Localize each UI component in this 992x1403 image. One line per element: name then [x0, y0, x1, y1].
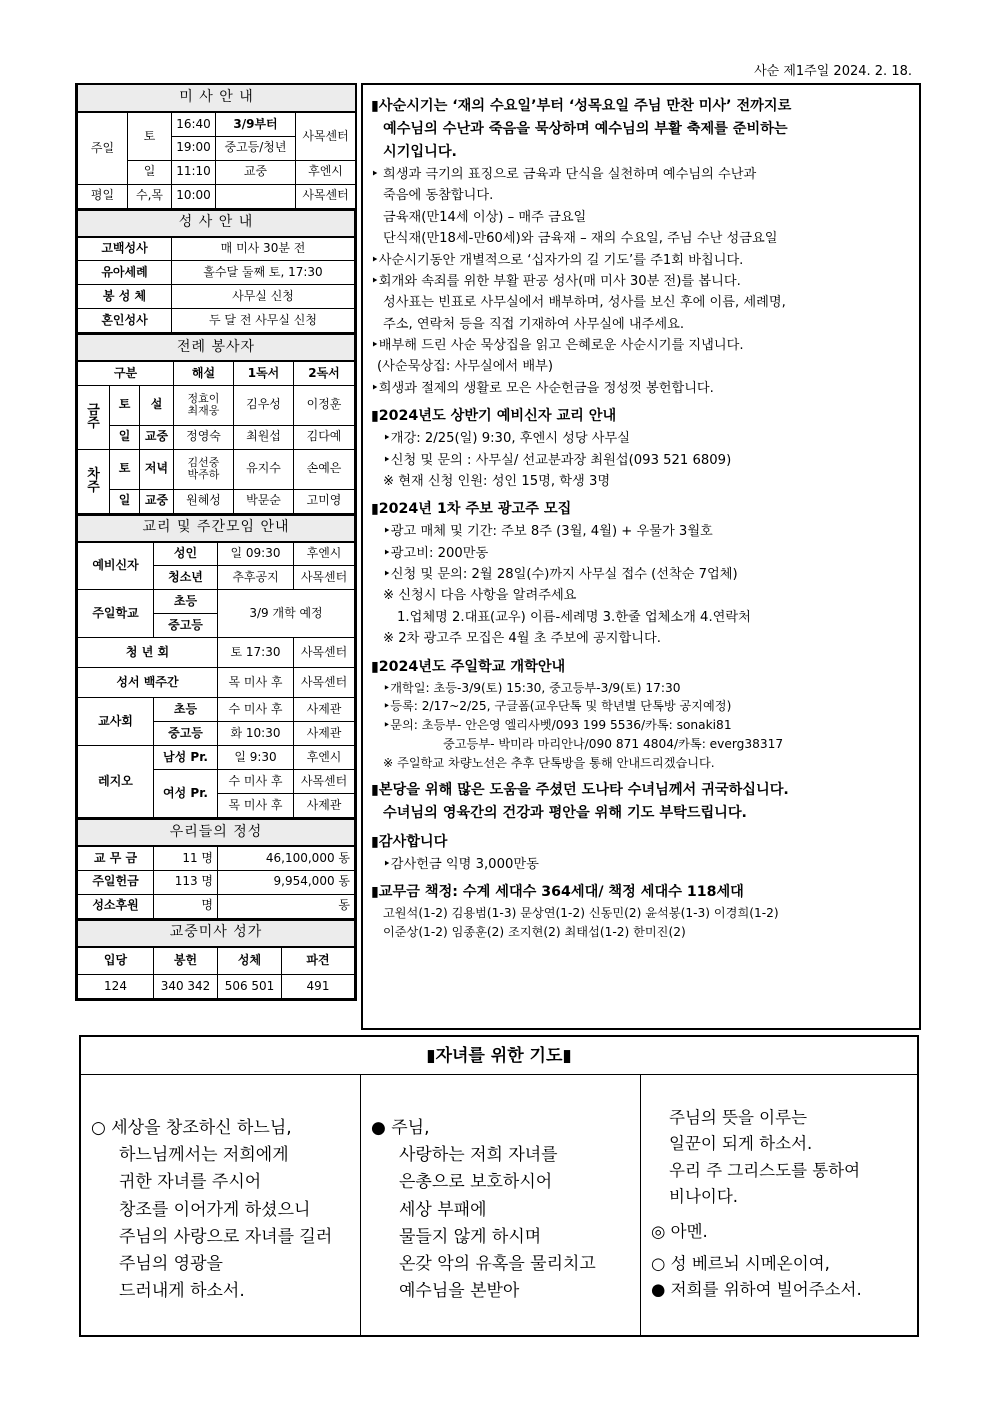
mass-schedule-table [77, 85, 356, 209]
announce-heading: ▮감사합니다 [371, 834, 448, 851]
mid-label: 중고등 [154, 614, 218, 638]
liturgy-day: 일 [110, 489, 140, 513]
prayer-column-3 [640, 1075, 917, 1337]
prayer-line: 주님의 영광을 [119, 1253, 223, 1274]
catechumen-label: 예비신자 [78, 542, 154, 590]
announce-line: 죽음에 동참합니다. [383, 188, 494, 204]
announce-line: 이준상(1-2) 임종훈(2) 조지현(2) 최태섭(1-2) 한미진(2) [383, 925, 686, 940]
announce-line: ‣등록: 2/17~2/25, 구글폼(교우단톡 및 학년별 단톡방 공지예정) [383, 699, 732, 714]
offering-amount: 9,954,000 동 [218, 870, 355, 894]
adult-label: 성인 [154, 542, 218, 566]
liturgy-day: 토 [110, 385, 140, 425]
hymn-number: 340 342 [154, 975, 218, 999]
liturgy-mass: 저녁 [140, 449, 174, 489]
announce-line: ※ 현재 신청 인원: 성인 15명, 학생 3명 [383, 473, 611, 489]
sat-time-2: 19:00 [172, 136, 216, 160]
sacrament-title: 성 사 안 내 [78, 210, 355, 237]
liturgy-day: 토 [110, 449, 140, 489]
prayer-line: 귀한 자녀를 주시어 [119, 1172, 262, 1193]
teachers-label: 교사회 [78, 698, 154, 746]
bible-place: 사목센터 [294, 668, 355, 698]
liturgy-header: 구분 [78, 361, 174, 385]
sat-note-2: 중고등/청년 [216, 136, 296, 160]
liturgy-reader-2: 이정훈 [294, 385, 355, 425]
liturgy-header: 해설 [174, 361, 234, 385]
te-mid-place: 사제관 [294, 722, 355, 746]
sacrament-value: 사무실 신청 [172, 285, 355, 309]
left-info-column [75, 83, 357, 1001]
info-tables [75, 83, 357, 1001]
announce-line: ‣개강: 2/25(일) 9:30, 후엔시 성당 사무실 [383, 431, 631, 447]
prayer-title: ▮자녀를 위한 기도▮ [81, 1037, 917, 1075]
sacrament-key: 혼인성사 [78, 309, 172, 333]
hymns-table [77, 919, 355, 1000]
prayer-line: ○ 세상을 창조하신 하느님, [91, 1118, 292, 1138]
liturgy-mass: 교중 [140, 489, 174, 513]
announce-line: ‣ 희생과 극기의 표징으로 금육과 단식을 실천하며 예수님의 수난과 [371, 167, 757, 182]
liturgy-header: 1독서 [234, 361, 294, 385]
adult-place: 후엔시 [294, 542, 355, 566]
prayer-line: 드러내게 하소서. [119, 1281, 245, 1302]
announce-line: 1.업체명 2.대표(교우) 이름-세례명 3.한줄 업체소개 4.연락처 [397, 609, 751, 625]
sat-time-1: 16:40 [172, 112, 216, 136]
announcements-box [361, 83, 921, 1030]
prayer-line: 세상 부패에 [399, 1199, 487, 1220]
prayer-line: 주님의 뜻을 이루는 [669, 1108, 808, 1127]
liturgy-commentator: 원혜성 [174, 489, 234, 513]
male-pr-label: 남성 Pr. [154, 746, 218, 770]
announce-line: ‣사순시기동안 개별적으로 ‘십자가의 길 기도’를 주1회 바칩니다. [371, 252, 744, 268]
sunday-label: 주일 [78, 112, 128, 184]
announce-heading: ▮본당을 위해 많은 도움을 주셨던 도나타 수녀님께서 귀국하십니다. [371, 782, 789, 799]
prayer-line: 온갖 악의 유혹을 물리치고 [399, 1253, 596, 1274]
announce-heading: ▮사순시기는 ‘재의 수요일’부터 ‘성목요일 주님 만찬 미사’ 전까지로 [371, 98, 792, 114]
prayer-line: 우리 주 그리스도를 통하여 [669, 1160, 861, 1180]
hymn-number: 124 [78, 975, 154, 999]
announce-line: ‣회개와 속죄를 위한 부활 판공 성사(매 미사 30분 전)를 봅니다. [371, 273, 741, 289]
teen-label: 청소년 [154, 566, 218, 590]
weekday-place: 사목센터 [296, 184, 356, 208]
sacrament-value: 홀수달 둘째 토, 17:30 [172, 261, 355, 285]
male-pr-time: 일 9:30 [218, 746, 294, 770]
wed-thu-label: 수,목 [128, 184, 172, 208]
announce-line: ※ 주일학교 차량노선은 추후 단톡방을 통해 안내드리겠습니다. [383, 756, 715, 771]
hymn-header: 파견 [282, 947, 355, 975]
te-mid-time: 화 10:30 [218, 722, 294, 746]
announce-heading-cont: 수녀님의 영육간의 건강과 평안을 위해 기도 부탁드립니다. [383, 805, 747, 822]
announce-line: ※ 신청시 다음 사항을 알려주세요 [383, 588, 577, 604]
announce-heading-cont: 시기입니다. [383, 144, 457, 160]
announce-line: 고원석(1-2) 김용범(1-3) 문상연(1-2) 신동민(2) 윤석봉(1-3) 이경희(1-2) [383, 906, 779, 921]
announce-line: ‣희생과 절제의 생활로 모은 사순헌금을 정성껏 봉헌합니다. [371, 380, 714, 396]
hymns-title: 교중미사 성가 [78, 920, 355, 947]
announce-heading: ▮2024년도 주일학교 개학안내 [371, 658, 566, 675]
offering-count: 명 [154, 894, 218, 918]
hymn-header: 성체 [218, 947, 282, 975]
offering-amount: 동 [218, 894, 355, 918]
liturgy-commentator: 정영숙 [174, 425, 234, 449]
offering-amount: 46,100,000 동 [218, 846, 355, 870]
offering-table [77, 818, 355, 919]
announce-line: ‣광고 매체 및 기간: 주보 8주 (3월, 4월) + 우물가 3월호 [383, 524, 713, 540]
sat-label: 토 [128, 112, 172, 160]
announce-line: ※ 2차 광고주 모집은 4월 초 주보에 공지합니다. [383, 631, 661, 647]
prayer-box [79, 1035, 919, 1337]
prayer-line: 은총으로 보호하시어 [399, 1172, 553, 1193]
elem-label: 초등 [154, 590, 218, 614]
sat-place: 사목센터 [296, 112, 356, 160]
sun-time: 11:10 [172, 160, 216, 184]
offering-count: 113 명 [154, 870, 218, 894]
liturgy-reader-1: 최원섭 [234, 425, 294, 449]
weekday-label: 평일 [78, 184, 128, 208]
announce-line: ‣배부해 드린 사순 묵상집을 읽고 은혜로운 사순시기를 지냅니다. [371, 338, 744, 353]
liturgy-commentator: 김선중 박주하 [174, 449, 234, 489]
sacrament-value: 두 달 전 사무실 신청 [172, 309, 355, 333]
hymn-header: 봉헌 [154, 947, 218, 975]
hymn-number: 491 [282, 975, 355, 999]
liturgy-commentator: 정효이 최재웅 [174, 385, 234, 425]
te-elem-place: 사제관 [294, 698, 355, 722]
liturgy-reader-1: 유지수 [234, 449, 294, 489]
prayer-line: 일꾼이 되게 하소서. [669, 1134, 813, 1154]
weekday-empty [216, 184, 296, 208]
te-elem-label: 초등 [154, 698, 218, 722]
sunday-school-label: 주일학교 [78, 590, 154, 638]
female-pr-place-1: 사목센터 [294, 770, 355, 794]
prayer-line: 예수님을 본받아 [399, 1281, 520, 1302]
liturgy-header: 2독서 [294, 361, 355, 385]
offering-key: 성소후원 [78, 894, 154, 918]
announce-line: 금육재(만14세 이상) – 매주 금요일 [383, 209, 587, 225]
sat-note-1: 3/9부터 [216, 112, 296, 136]
prayer-line: 창조를 이어가게 하셨으니 [119, 1199, 311, 1220]
liturgy-reader-2: 김다예 [294, 425, 355, 449]
youth-time: 토 17:30 [218, 638, 294, 668]
meetings-table [77, 514, 355, 819]
prayer-line: ○ 성 베르뇌 시메온이여, [651, 1253, 830, 1273]
this-week-label: 금주 [78, 385, 110, 449]
legio-label: 레지오 [78, 746, 154, 818]
teen-time: 추후공지 [218, 566, 294, 590]
announce-line: ‣문의: 초등부- 안은영 엘리사벳/093 199 5536/카톡: sonaki81 [383, 718, 732, 733]
bulletin-date: 사순 제1주일 2024. 2. 18. [754, 64, 912, 79]
youth-place: 사목센터 [294, 638, 355, 668]
liturgy-volunteers-table [77, 333, 355, 514]
te-mid-label: 중고등 [154, 722, 218, 746]
sacrament-value: 매 미사 30분 전 [172, 237, 355, 261]
offering-count: 11 명 [154, 846, 218, 870]
prayer-column-1 [81, 1075, 360, 1337]
teen-place: 사목센터 [294, 566, 355, 590]
announce-line: 성사표는 빈표로 사무실에서 배부하며, 성사를 보신 후에 이름, 세례명, [383, 295, 786, 311]
announce-line: ‣신청 및 문의 : 사무실/ 선교분과장 최원섭(093 521 6809) [383, 452, 732, 468]
liturgy-reader-1: 박문순 [234, 489, 294, 513]
announce-line: 중고등부- 박미라 마리안나/090 871 4804/카톡: everg38317 [443, 737, 784, 752]
announce-line: ‣광고비: 200만동 [383, 545, 489, 561]
prayer-column-2 [360, 1075, 640, 1337]
hymn-number: 506 501 [218, 975, 282, 999]
prayer-line: 비나이다. [669, 1187, 739, 1207]
announce-heading-cont: 예수님의 수난과 죽음을 묵상하며 예수님의 부활 축제를 준비하는 [383, 121, 788, 137]
sacrament-key: 봉 성 체 [78, 285, 172, 309]
announce-heading: ▮교무금 책정: 수계 세대수 364세대/ 책정 세대수 118세대 [371, 884, 744, 901]
bible-label: 성서 백주간 [78, 668, 218, 698]
liturgy-title: 전례 봉사자 [78, 334, 355, 361]
male-pr-place: 후엔시 [294, 746, 355, 770]
announce-line: ‣감사헌금 익명 3,000만동 [383, 857, 539, 873]
sacrament-key: 유아세례 [78, 261, 172, 285]
next-week-label: 차주 [78, 449, 110, 513]
announce-heading: ▮2024년 1차 주보 광고주 모집 [371, 501, 572, 518]
liturgy-reader-2: 고미영 [294, 489, 355, 513]
meeting-title: 교리 및 주간모임 안내 [78, 515, 355, 542]
youth-label: 청 년 회 [78, 638, 218, 668]
announce-line: 주소, 연락처 등을 직접 기재하여 사무실에 내주세요. [383, 316, 685, 332]
announce-line: 단식재(만18세-만60세)와 금육재 – 재의 수요일, 주님 수난 성금요일 [383, 231, 778, 247]
liturgy-day: 일 [110, 425, 140, 449]
liturgy-mass: 교중 [140, 425, 174, 449]
female-pr-label: 여성 Pr. [154, 770, 218, 818]
liturgy-mass: 설 [140, 385, 174, 425]
sunday-school-note: 3/9 개학 예정 [218, 590, 355, 638]
prayer-line: 주님의 사랑으로 자녀를 길러 [119, 1226, 333, 1247]
sacrament-table [77, 209, 355, 334]
announce-heading: ▮2024년도 상반기 예비신자 교리 안내 [371, 408, 617, 425]
adult-time: 일 09:30 [218, 542, 294, 566]
liturgy-reader-1: 김우성 [234, 385, 294, 425]
offering-key: 주일헌금 [78, 870, 154, 894]
liturgy-reader-2: 손예은 [294, 449, 355, 489]
sun-note: 교중 [216, 160, 296, 184]
female-pr-place-2: 사제관 [294, 794, 355, 818]
prayer-line: 사랑하는 저희 자녀를 [399, 1145, 558, 1166]
announce-line: ‣개학일: 초등-3/9(토) 15:30, 중고등부-3/9(토) 17:30 [383, 680, 681, 695]
offering-title: 우리들의 정성 [78, 819, 355, 846]
announce-line: (사순묵상집: 사무실에서 배부) [377, 359, 553, 375]
bible-time: 목 미사 후 [218, 668, 294, 698]
prayer-line: 하느님께서는 저희에게 [119, 1145, 289, 1166]
hymn-header: 입당 [78, 947, 154, 975]
mass-title: 미 사 안 내 [78, 85, 356, 112]
sacrament-key: 고백성사 [78, 237, 172, 261]
prayer-line: ● 주님, [371, 1118, 430, 1138]
sun-place: 후엔시 [296, 160, 356, 184]
offering-key: 교 무 금 [78, 846, 154, 870]
weekday-time: 10:00 [172, 184, 216, 208]
announce-line: ‣신청 및 문의: 2월 28일(수)까지 사무실 접수 (선착순 7업체) [383, 567, 738, 582]
female-pr-time-1: 수 미사 후 [218, 770, 294, 794]
prayer-line: ◎ 아멘. [651, 1221, 708, 1241]
te-elem-time: 수 미사 후 [218, 698, 294, 722]
female-pr-time-2: 목 미사 후 [218, 794, 294, 818]
prayer-line: 물들지 않게 하시며 [399, 1226, 542, 1247]
prayer-line: ● 저희를 위하여 빌어주소서. [651, 1280, 862, 1300]
sun-label: 일 [128, 160, 172, 184]
